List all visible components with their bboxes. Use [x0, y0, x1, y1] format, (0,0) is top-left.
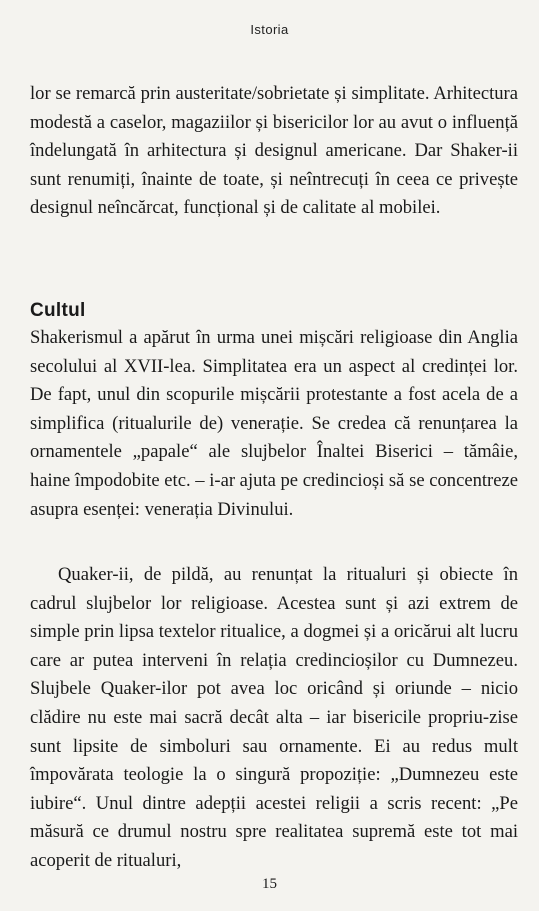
- intro-paragraph-text: lor se remarcă prin austeritate/sobrietate și simplitate. Arhitectura modestă a caselor, magaziilor și bisericilor lor au avut o influență îndelungată în arhitectura și designul americane. Dar Shaker-ii sunt renumiți, înainte de toate, și neîntrecuți în ceea ce privește designul neîncărcat, funcțional și de calitate al mobilei.: [30, 83, 518, 219]
- running-head: Istoria: [250, 22, 289, 37]
- body-paragraph-1-text: Shakerismul a apărut în urma unei mișcări religioase din Anglia secolului al XVII-lea. Simplitatea era un aspect al credinței lor. De fapt, unul din scopurile mișcării protestante a fost acela de a simplifica (ritualurile de) venerație. Se credea că renunțarea la ornamentele „papale“ ale slujbelor Înaltei Biserici – tămâie, haine împodobite etc. – i-ar ajuta pe credincioși să se concentreze asupra esenței: venerația Divinului.: [30, 327, 518, 520]
- intro-paragraph: [30, 80, 518, 223]
- page-number: 15: [262, 876, 277, 892]
- body-paragraph-2-text: Quaker-ii, de pildă, au renunțat la ritualuri și obiecte în cadrul slujbelor lor religioase. Acestea sunt și azi extrem de simple prin lipsa textelor ritualice, a dogmei și a oricărui alt lucru care ar putea interveni în relația credincioșilor cu Dumnezeu. Slujbele Quaker-ilor pot avea loc oricând și oriunde – nicio clădire nu este mai sacră decât alta – iar bisericile propriu-zise sunt lipsite de simboluri sau ornamente. Ei au redus mult împovărata teologie la o singură propoziție: „Dumnezeu este iubire“. Unul dintre adepții acestei religii a scris recent: „Pe măsură ce drumul nostru spre realitatea supremă este tot mai acoperit de ritualuri,: [30, 564, 518, 871]
- body-paragraph-1: [30, 324, 518, 524]
- section-heading: Cultul: [30, 300, 86, 321]
- body-paragraph-2: [30, 561, 518, 876]
